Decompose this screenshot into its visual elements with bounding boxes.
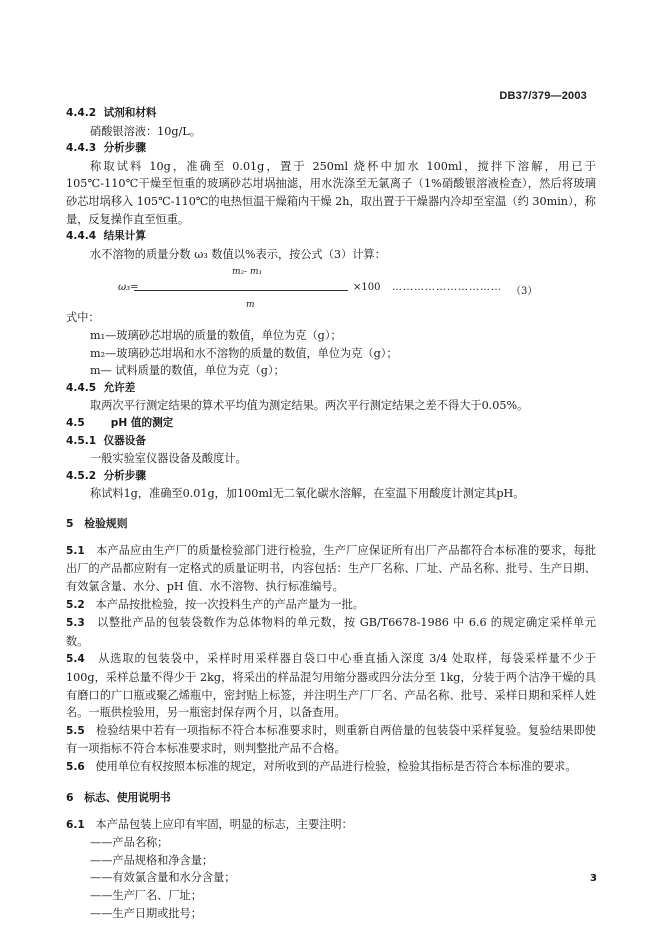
marking-list-item: ——有效氯含量和水分含量； [90, 871, 236, 885]
chapter-5-heading: 5 检验规则 [66, 516, 128, 530]
clause-5-4: 5.4 从选取的包装袋中，采样时用采样器自袋口中心垂直插入深度 3/4 处取样，每袋采样量不少于 100g，采样总量不得少于 2kg，将采出的样品混匀用缩分器或四分法分至 1kg，分装于两个洁净干燥的具有磨口的广口瓶或聚乙烯瓶中，密封贴上标签，并注明生产厂厂名、产品名称、批号、采样日期和采样人姓名。一瓶供检验用，另一瓶密封保存两个月，以备查用。 [66, 652, 597, 720]
where-label: 式中： [66, 311, 100, 325]
section-4-5-2-heading: 4.5.2 分析步骤 [66, 469, 146, 482]
formula-leader: ………………………… [392, 282, 502, 294]
marking-list-item: ——产品名称； [90, 836, 169, 850]
marking-list-item: ——生产厂名、厂址； [90, 888, 202, 902]
standard-code: DB37/379—2003 [499, 90, 587, 102]
clause-5-1: 5.1 本产品应由生产厂的质量检验部门进行检验，生产厂应保证所有出厂产品都符合本标准的要求，每批出厂的产品都应附有一定格式的质量证明书，内容包括：生产厂名称、厂址、产品名称、批号、生产日期、有效氯含量、水分、pH 值、水不溶物、执行标准编号。 [66, 543, 596, 594]
variable-m1: m₁—玻璃砂芯坩埚的质量的数值，单位为克（g）； [90, 328, 342, 342]
chapter-6-heading: 6 标志、使用说明书 [66, 790, 171, 804]
section-4-4-5-text: 取两次平行测定结果的算术平均值为测定结果。两次平行测定结果之差不得大于0.05%。 [90, 399, 529, 413]
section-4-5-heading: 4.5 pH 值的测定 [66, 416, 174, 429]
marking-list-item: ——产品规格和净含量； [90, 853, 214, 867]
variable-m2: m₂—玻璃砂芯坩埚和水不溶物的质量的数值，单位为克（g）； [90, 346, 398, 360]
section-4-4-5-heading: 4.4.5 允许差 [66, 381, 136, 394]
marking-list-item: ——生产日期或批号； [90, 906, 202, 920]
formula-times: ×100 [353, 282, 381, 294]
section-4-4-2-heading: 4.4.2 试剂和材料 [66, 107, 157, 119]
formula-denominator: m [246, 300, 255, 311]
clause-5-6: 5.6 使用单位有权按照本标准的规定，对所收到的产品进行检验，检验其指标是否符合本标准的要求。 [66, 760, 577, 773]
document-body [66, 105, 596, 922]
formula-numerator: m₂- m₁ [232, 267, 263, 278]
fraction-bar [134, 290, 348, 291]
section-4-5-1-text: 一般实验室仪器设备及酸度计。 [90, 452, 247, 466]
variable-m: m— 试料质量的数值，单位为克（g）； [90, 364, 285, 378]
clause-6-1: 6.1 本产品包装上应印有牢固，明显的标志，主要注明： [66, 817, 353, 831]
equation-number: （3） [511, 286, 538, 298]
formula-3 [66, 263, 596, 309]
formula-lhs: ω₃= [118, 282, 139, 294]
formula-intro: 水不溶物的质量分数 ω₃ 数值以%表示，按公式（3）计算： [90, 247, 386, 261]
clause-5-3: 5.3 以整批产品的包装袋数作为总体物料的单元数，按 GB/T6678-1986 中 6.6 的规定确定采样单元数。 [66, 616, 596, 648]
section-4-4-2-text: 硝酸银溶液：10g/L。 [90, 124, 201, 138]
section-4-4-3-text: 称取试料 10g，准确至 0.01g，置于 250ml 烧杯中加水 100ml，搅拌下溶解，用已于 105℃-110℃干燥至恒重的玻璃砂芯坩埚抽滤，用水洗涤至无氯离子（1%硝酸银溶液检查），然后将玻璃砂芯坩埚移入 105℃-110℃的电热恒温干燥箱内干燥 2h，取出置于干燥器内冷却至室温（约 30min），称量，反复操作直至恒重。 [66, 159, 596, 226]
section-4-5-1-heading: 4.5.1 仪器设备 [66, 434, 146, 447]
section-4-4-4-heading: 4.4.4 结果计算 [66, 230, 146, 243]
section-4-4-3-heading: 4.4.3 分析步骤 [66, 142, 146, 155]
page-number: 3 [590, 873, 597, 884]
clause-5-5: 5.5 检验结果中若有一项指标不符合本标准要求时，则重新自两倍量的包装袋中采样复验。复验结果即使有一项指标不符合本标准要求时，则判整批产品不合格。 [66, 723, 596, 756]
clause-5-2: 5.2 本产品按批检验，按一次投料生产的产品产量为一批。 [66, 597, 364, 611]
section-4-5-2-text: 称试料1g，准确至0.01g，加100ml无二氧化碳水溶解，在室温下用酸度计测定其pH。 [90, 487, 525, 501]
